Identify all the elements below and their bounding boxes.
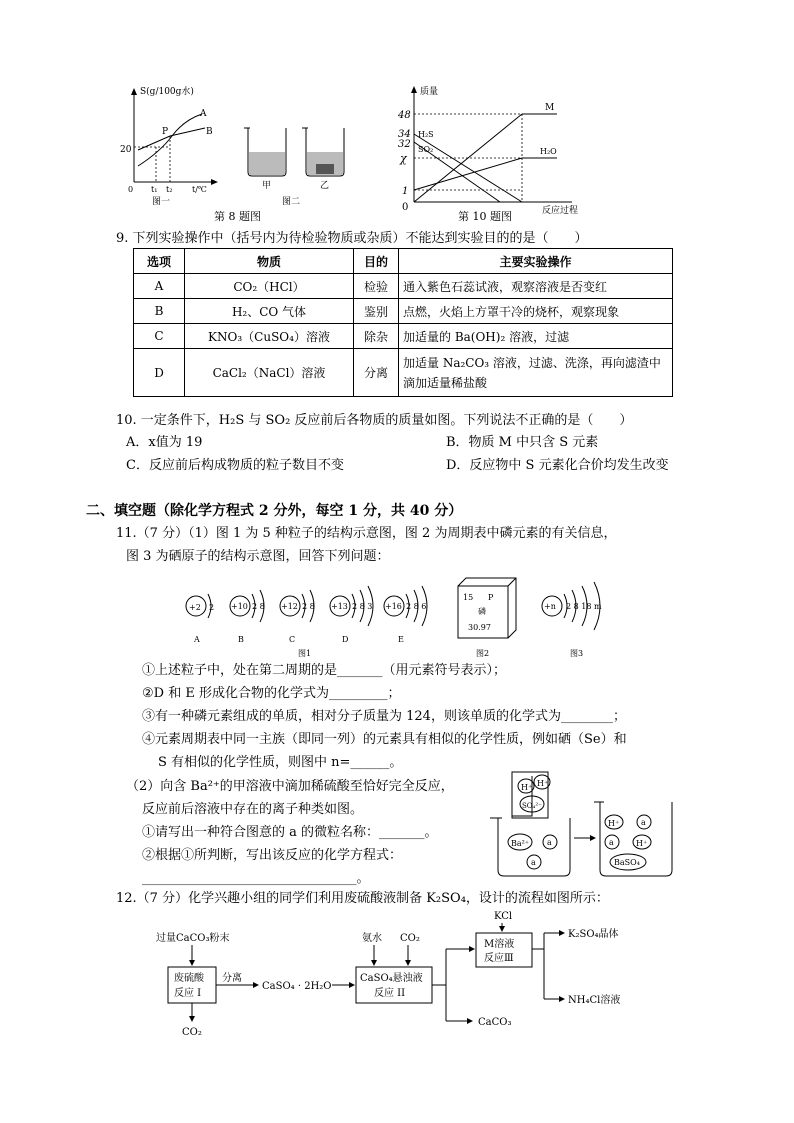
cell: 点燃，火焰上方罩干冷的烧杯，观察现象	[399, 299, 673, 324]
fig10-y48: 48	[398, 110, 411, 121]
table-header-row	[134, 249, 673, 274]
ion-h-top	[518, 779, 534, 793]
fig10-y32: 32	[398, 139, 411, 150]
q11-s4: ④元素周期表中同一主族（即同一列）的元素具有相似的化学性质，例如硒（Se）和	[142, 732, 627, 747]
cell: 通入紫色石蕊试液，观察溶液是否变红	[399, 274, 673, 299]
atom-a-label: A	[194, 635, 200, 644]
q11-p2b: 反应前后溶液中存在的离子种类如图。	[142, 802, 364, 817]
ion-ba	[508, 834, 532, 850]
flow-box3-line2: 反应Ⅲ	[484, 953, 514, 964]
fig2-caption: 图2	[476, 649, 490, 658]
ion-beakers	[490, 770, 690, 882]
svg-text:a: a	[547, 838, 552, 847]
ion-a-left-2	[527, 855, 541, 869]
atom-d-shells: 2 8 3	[352, 602, 373, 611]
q10-option-d: D．反应物中 S 元素化合价均发生改变	[446, 458, 669, 473]
flow-mid: CaSO₄ · 2H₂O	[262, 981, 332, 992]
flow-box2-line1: CaSO₄悬浊液	[360, 973, 423, 984]
q10-option-b: B．物质 M 中只含 S 元素	[446, 435, 599, 450]
atom-a-shells: 2	[209, 603, 215, 612]
svg-text:H⁺: H⁺	[537, 779, 549, 788]
col-substance: 物质	[185, 249, 354, 274]
curve-b	[138, 128, 205, 150]
q11-s1: ①上述粒子中，处在第二周期的是_______（用元素符号表示）；	[142, 663, 507, 678]
selenium-shells: 2 8 18 m	[566, 602, 602, 611]
flow-box1-line1: 废硫酸	[174, 973, 204, 984]
atom-b-nucleus: +10	[231, 602, 248, 611]
fig8-ylabel: S(g/100g水)	[140, 87, 194, 97]
cell: B	[134, 299, 185, 324]
q10-stem: 10. 一定条件下，H₂S 与 SO₂ 反应前后各物质的质量如图。下列说法不正确的是（ ）	[116, 413, 633, 428]
cell: H₂、CO 气体	[185, 299, 354, 324]
fig8-caption2: 图二	[282, 197, 301, 207]
fig8-t1: t₁	[151, 185, 158, 194]
flow-in2a: 氨水	[362, 933, 382, 944]
cell: 检验	[354, 274, 399, 299]
atom-a	[186, 594, 214, 644]
fig10-xlabel: 反应过程	[542, 206, 579, 216]
q10-option-a: A．x值为 19	[126, 435, 203, 450]
flow-out3a: K₂SO₄晶体	[568, 929, 619, 940]
svg-text:Ba²⁺: Ba²⁺	[511, 839, 530, 848]
cell: 加适量的 Ba(OH)₂ 溶液，过滤	[399, 324, 673, 349]
q11-stem-2: 图 3 为硒原子的结构示意图，回答下列问题：	[126, 549, 390, 564]
atom-e-shells: 2 8 6	[406, 602, 427, 611]
cell: KNO₃（CuSO₄）溶液	[185, 324, 354, 349]
ion-a-right-2	[605, 835, 619, 849]
fig10-y34: 34	[398, 129, 411, 140]
fig8-y20: 20	[120, 145, 132, 155]
beaker-jia	[244, 128, 286, 176]
atom-b-label: B	[238, 635, 244, 644]
flow-in1: 过量CaCO₃粉末	[156, 933, 230, 944]
figure-10	[392, 82, 592, 217]
atom-c-shells: 2 8	[302, 602, 315, 611]
line-h2o	[414, 158, 522, 190]
cell: 鉴别	[354, 299, 399, 324]
phosphorus-symbol: P	[488, 593, 494, 602]
table-row	[134, 274, 673, 299]
atom-b-shells: 2 8	[252, 602, 265, 611]
svg-text:BaSO₄: BaSO₄	[614, 858, 640, 867]
fig10-title: 第 10 题图	[458, 210, 512, 223]
q9-stem: 9. 下列实验操作中（括号内为待检验物质或杂质）不能达到实验目的的是（ ）	[116, 231, 588, 246]
flow-box2-line2: 反应 II	[374, 988, 406, 999]
fig8-xunit: t/℃	[192, 185, 207, 194]
fig8-point-p: P	[162, 127, 169, 137]
q11-p2a: （2）向含 Ba²⁺的甲溶液中滴加稀硫酸至恰好完全反应，	[126, 779, 454, 794]
fig10-m-label: M	[545, 103, 555, 113]
figure-8	[110, 80, 330, 230]
flow-in3: KCl	[494, 911, 513, 922]
atom-d	[330, 586, 373, 644]
fig8-curve-a-label: A	[200, 109, 207, 119]
fig10-yx: χ	[400, 152, 407, 165]
atom-e-nucleus: +16	[385, 602, 402, 611]
ion-baso4	[610, 854, 646, 870]
svg-text:a: a	[609, 838, 614, 847]
flow-out3b: NH₄Cl溶液	[568, 995, 621, 1006]
flow-out2: CaCO₃	[478, 1017, 512, 1028]
beaker-yi	[302, 128, 344, 176]
svg-text:SO₄²⁻: SO₄²⁻	[522, 802, 542, 810]
phosphorus-number: 15	[463, 593, 474, 602]
q11-stem-1: 11.（7 分）（1）图 1 为 5 种粒子的结构示意图，图 2 为周期表中磷元素的有关信息，	[116, 526, 617, 541]
phosphorus-name: 磷	[478, 607, 486, 616]
fig8-curve-b-label: B	[206, 127, 213, 137]
flow-out1: CO₂	[182, 1027, 202, 1038]
q11-s2: ②D 和 E 形成化合物的化学式为_________；	[142, 686, 401, 701]
table-row	[134, 349, 673, 397]
fig10-so2-label: SO₂	[418, 145, 434, 154]
cell: C	[134, 324, 185, 349]
fig3-caption: 图3	[570, 649, 584, 658]
atom-e	[384, 586, 427, 644]
ion-h-right-2	[633, 835, 651, 849]
svg-text:H⁺: H⁺	[636, 839, 648, 848]
cell: 分离	[354, 349, 399, 397]
q10-option-c: C．反应前后构成物质的粒子数目不变	[126, 458, 344, 473]
atom-a-nucleus: +2	[189, 603, 201, 612]
q11-p2e: _________________________________。	[142, 871, 370, 886]
fig10-h2s-label: H₂S	[418, 130, 434, 139]
phosphorus-card	[458, 578, 516, 638]
ion-a-right-1	[637, 815, 651, 829]
flow-in2b: CO₂	[400, 933, 420, 944]
svg-text:H⁺: H⁺	[521, 783, 533, 792]
q11-figures	[170, 570, 630, 660]
q9-table	[133, 248, 673, 397]
svg-text:a: a	[531, 858, 536, 867]
table-row	[134, 324, 673, 349]
atom-e-label: E	[398, 635, 404, 644]
atom-d-label: D	[342, 635, 349, 644]
atom-c-label: C	[289, 635, 296, 644]
section-2-heading: 二、填空题（除化学方程式 2 分外，每空 1 分，共 40 分）	[86, 503, 463, 519]
q11-s5: S 有相似的化学性质，则图中 n=______。	[158, 755, 403, 770]
cell: 除杂	[354, 324, 399, 349]
cell: A	[134, 274, 185, 299]
atom-c-nucleus: +12	[281, 602, 298, 611]
svg-text:a: a	[641, 818, 646, 827]
fig8-title: 第 8 题图	[214, 210, 261, 223]
flow-box3-line1: M溶液	[484, 939, 515, 950]
q12-flowchart	[150, 905, 690, 1045]
col-purpose: 目的	[354, 249, 399, 274]
atom-b	[230, 590, 265, 644]
fig10-ylabel: 质量	[420, 87, 439, 97]
fig8-caption1: 图一	[152, 197, 171, 207]
ion-h-right-1	[605, 815, 623, 829]
q11-p2d: ②根据①所判断，写出该反应的化学方程式：	[142, 848, 403, 863]
fig8-t2: t₂	[166, 185, 173, 194]
cell: CaCl₂（NaCl）溶液	[185, 349, 354, 397]
fig8-beaker2-label: 乙	[320, 181, 330, 191]
ion-a-left-1	[543, 835, 557, 849]
atom-selenium	[542, 582, 602, 630]
selenium-nucleus: +n	[544, 602, 556, 611]
svg-text:H⁺: H⁺	[608, 819, 620, 828]
cell: D	[134, 349, 185, 397]
phosphorus-mass: 30.97	[468, 623, 491, 632]
ion-h-top2	[534, 775, 550, 789]
cell: 加适量 Na₂CO₃ 溶液，过滤、洗涤，再向滤渣中滴加适量稀盐酸	[399, 349, 673, 397]
col-operation: 主要实验操作	[399, 249, 673, 274]
atom-c	[280, 590, 315, 644]
q12-stem: 12.（7 分）化学兴趣小组的同学们利用废硫酸液制备 K₂SO₄，设计的流程如图所示：	[116, 891, 609, 906]
fig10-h2o-label: H₂O	[540, 147, 557, 156]
fig10-y1: 1	[402, 186, 409, 197]
q11-s3: ③有一种磷元素组成的单质，相对分子质量为 124，则该单质的化学式为________；	[142, 709, 626, 724]
cell: CO₂（HCl）	[185, 274, 354, 299]
fig1-caption: 图1	[298, 649, 312, 658]
fig8-beaker1-label: 甲	[262, 181, 272, 191]
flow-box1-line2: 反应 I	[174, 988, 202, 999]
flow-sep: 分离	[222, 973, 242, 984]
q11-p2c: ①请写出一种符合图意的 a 的微粒名称：_______。	[142, 825, 438, 840]
atom-d-nucleus: +13	[331, 602, 348, 611]
table-row	[134, 299, 673, 324]
col-option: 选项	[134, 249, 185, 274]
fig10-y0: 0	[402, 202, 409, 213]
fig8-origin: 0	[128, 185, 134, 194]
